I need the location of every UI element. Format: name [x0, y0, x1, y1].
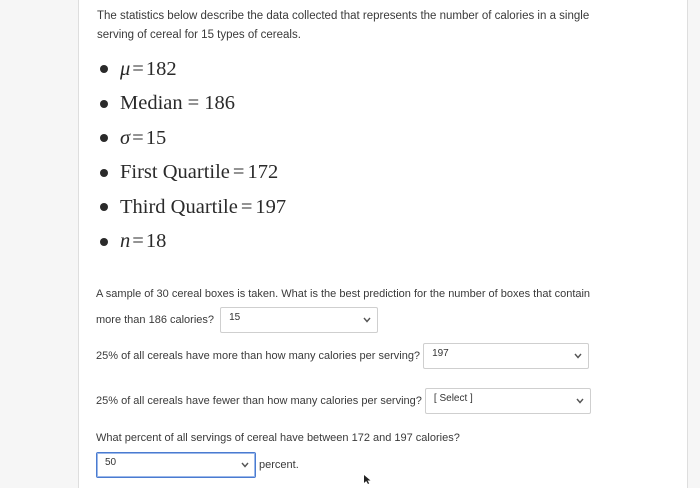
bullet-icon — [100, 203, 108, 211]
question-4-selected: 50 — [105, 456, 117, 468]
stat-standard-deviation — [100, 121, 286, 156]
stat-value: 18 — [145, 230, 167, 253]
equals-sign: = — [232, 161, 245, 184]
stat-median — [100, 87, 286, 122]
question-3-text: 25% of all cereals have fewer than how many calories per serving? — [96, 395, 422, 407]
question-3 — [96, 388, 591, 414]
stat-value: 182 — [145, 57, 177, 80]
question-4-text: What percent of all servings of cereal have between 172 and 197 calories? — [96, 432, 460, 444]
question-1-dropdown[interactable] — [220, 307, 378, 333]
equals-sign: = — [132, 126, 144, 149]
chevron-down-icon — [574, 353, 582, 359]
question-3-selected: [ Select ] — [433, 392, 473, 404]
stat-value: 186 — [204, 92, 235, 115]
bullet-icon — [100, 169, 108, 177]
question-2-dropdown[interactable] — [423, 343, 589, 369]
bullet-icon — [100, 100, 108, 108]
stat-label: n — [120, 230, 131, 253]
stat-value: 15 — [145, 126, 167, 149]
question-2-selected: 197 — [432, 347, 449, 359]
equals-sign: = — [132, 57, 144, 80]
question-4-answer-row — [96, 452, 299, 478]
statistics-list — [100, 52, 286, 259]
equals-sign: = — [240, 195, 253, 218]
mouse-cursor-icon — [364, 475, 371, 484]
question-1-text: A sample of 30 cereal boxes is taken. What is the best prediction for the number of boxes that contain more than 186 calories? — [96, 288, 591, 326]
equals-sign: = — [187, 92, 200, 115]
question-4-suffix: percent. — [259, 459, 299, 471]
chevron-down-icon — [576, 398, 584, 404]
intro-text: The statistics below describe the data collected that represents the number of calories in a single serving of cereal for 15 types of cereals. — [97, 10, 590, 41]
question-1 — [96, 282, 596, 333]
equals-sign: = — [132, 230, 144, 253]
bullet-icon — [100, 238, 108, 246]
bullet-icon — [100, 65, 108, 73]
question-4-dropdown[interactable] — [96, 452, 256, 478]
stat-label: σ — [120, 126, 131, 149]
stat-sample-size — [100, 225, 286, 260]
chevron-down-icon — [241, 462, 249, 468]
stat-value: 197 — [255, 195, 287, 218]
stat-label: Median — [120, 92, 183, 115]
question-1-selected: 15 — [229, 311, 241, 323]
stat-first-quartile — [100, 156, 286, 191]
stat-label: μ — [120, 57, 131, 80]
chevron-down-icon — [363, 317, 371, 323]
bullet-icon — [100, 134, 108, 142]
stat-mean — [100, 52, 286, 87]
question-3-dropdown[interactable] — [425, 388, 591, 414]
question-2-text: 25% of all cereals have more than how many calories per serving? — [96, 350, 421, 362]
stat-label: First Quartile — [120, 161, 230, 184]
stat-third-quartile — [100, 190, 286, 225]
stat-value: 172 — [247, 161, 279, 184]
question-2 — [96, 343, 589, 369]
stat-label: Third Quartile — [120, 195, 238, 218]
